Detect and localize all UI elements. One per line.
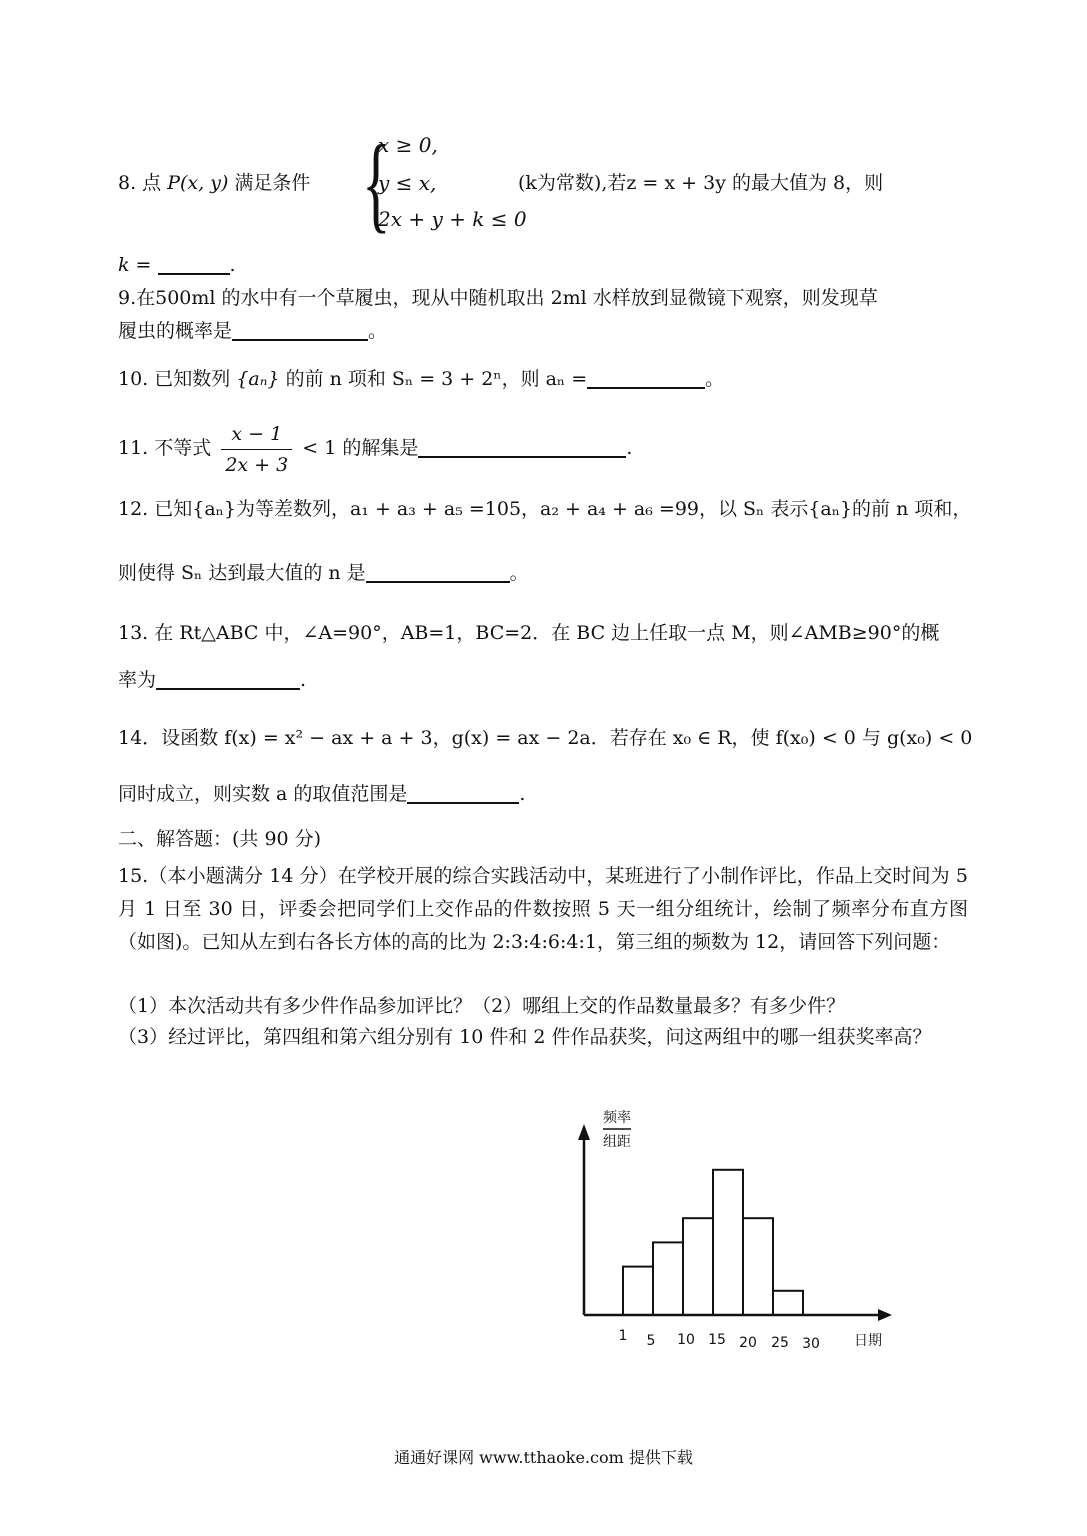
q8-condition-text: 满足条件 [234,172,311,194]
q11-end: . [626,437,633,459]
x-tick-label: 25 [771,1335,789,1351]
q13-prompt: 率为 [118,669,157,691]
x-tick-label: 20 [739,1335,757,1351]
q10-sequence: {aₙ} [236,368,280,390]
q12-line-1: 12. 已知{aₙ}为等差数列，a₁ + a₃ + a₅ =105，a₂ + a₄ + a₆ =99，以 Sₙ 表示{aₙ}的前 n 项和， [118,498,972,520]
q10-body: 的前 n 项和 Sₙ = 3 + 2ⁿ，则 aₙ = [285,368,588,390]
q8-answer-prefix: k = [118,254,152,276]
y-axis-arrow [578,1124,590,1140]
q14-prompt: 同时成立，则实数 a 的取值范围是 [118,783,408,805]
footer-text: 通通好课网 www.tthaoke.com 提供下载 [394,1448,693,1467]
x-tick-label: 1 [618,1328,628,1344]
histogram-bar [743,1218,773,1315]
q13-end: . [300,669,307,691]
q8-note: (k为常数),若z = x + 3y [518,172,726,194]
histogram-bar [713,1170,743,1315]
q11-prefix: 11. 不等式 [118,437,212,459]
q8-answer-suffix: . [229,254,236,276]
histogram-bar [683,1218,713,1315]
y-axis-label-denominator: 组距 [603,1134,631,1150]
q12-end: 。 [509,562,529,584]
histogram-bar [623,1267,653,1315]
q15-paragraph-3: （3）经过评比，第四组和第六组分别有 10 件和 2 件作品获奖，问这两组中的哪一组获奖率高？ [118,1026,932,1048]
section-heading: 二、解答题：(共 90 分) [118,828,322,850]
x-axis-arrow [878,1309,892,1321]
x-tick-label: 30 [802,1336,820,1352]
q8-point: P(x, y) [167,172,229,194]
q11-body: < 1 的解集是 [302,437,419,459]
q14-end: . [519,783,526,805]
q8-system-line-1: x ≥ 0, [378,133,438,157]
q11-numerator: x − 1 [221,419,292,450]
q8-number: 8. 点 [118,172,162,194]
q15-paragraph-2: （1）本次活动共有多少件作品参加评比？（2）哪组上交的作品数量最多？有多少件？ [118,995,846,1017]
q12-prompt: 则使得 Sₙ 达到最大值的 n 是 [118,562,366,584]
q8-brace: { [362,124,391,243]
q11-denominator: 2x + 3 [225,453,289,476]
q9-line-1: 9.在500ml 的水中有一个草履虫，现从中随机取出 2ml 水样放到显微镜下观察，则发现草 [118,287,878,309]
q9-end: 。 [368,320,388,342]
q8-system-line-3: 2x + y + k ≤ 0 [378,207,527,231]
q10-prefix: 10. 已知数列 [118,368,231,390]
q15-paragraph-1: 15.（本小题满分 14 分）在学校开展的综合实践活动中，某班进行了小制作评比，作品上交时间为 5 月 1 日至 30 日，评委会把同学们上交作品的件数按照 5 天一组分组统计，绘制了频率分布直方图（如图)。已知从左到右各长方体的高的比为 2:3:4:6:4:1，第三组的频数为 12，请回答下列问题： [118,865,968,953]
q8-tail: 的最大值为 8，则 [731,172,884,194]
x-tick-label: 5 [646,1333,656,1349]
histogram-bar [773,1291,803,1315]
x-tick-label: 10 [677,1332,695,1348]
x-axis-label: 日期 [854,1333,882,1349]
y-axis-label-numerator: 频率 [603,1110,631,1126]
q9-prompt: 履虫的概率是 [118,320,233,342]
q13-line-1: 13. 在 Rt△ABC 中，∠A=90°，AB=1，BC=2．在 BC 边上任取一点 M，则∠AMB≥90°的概 [118,622,940,644]
q14-line-1: 14．设函数 f(x) = x² − ax + a + 3，g(x) = ax − 2a．若存在 x₀ ∈ R，使 f(x₀) < 0 与 g(x₀) < 0 [118,727,973,749]
histogram-bar [653,1242,683,1315]
x-tick-label: 15 [708,1332,726,1348]
q10-end: 。 [705,368,725,390]
q8-system-line-2: y ≤ x, [378,171,437,195]
